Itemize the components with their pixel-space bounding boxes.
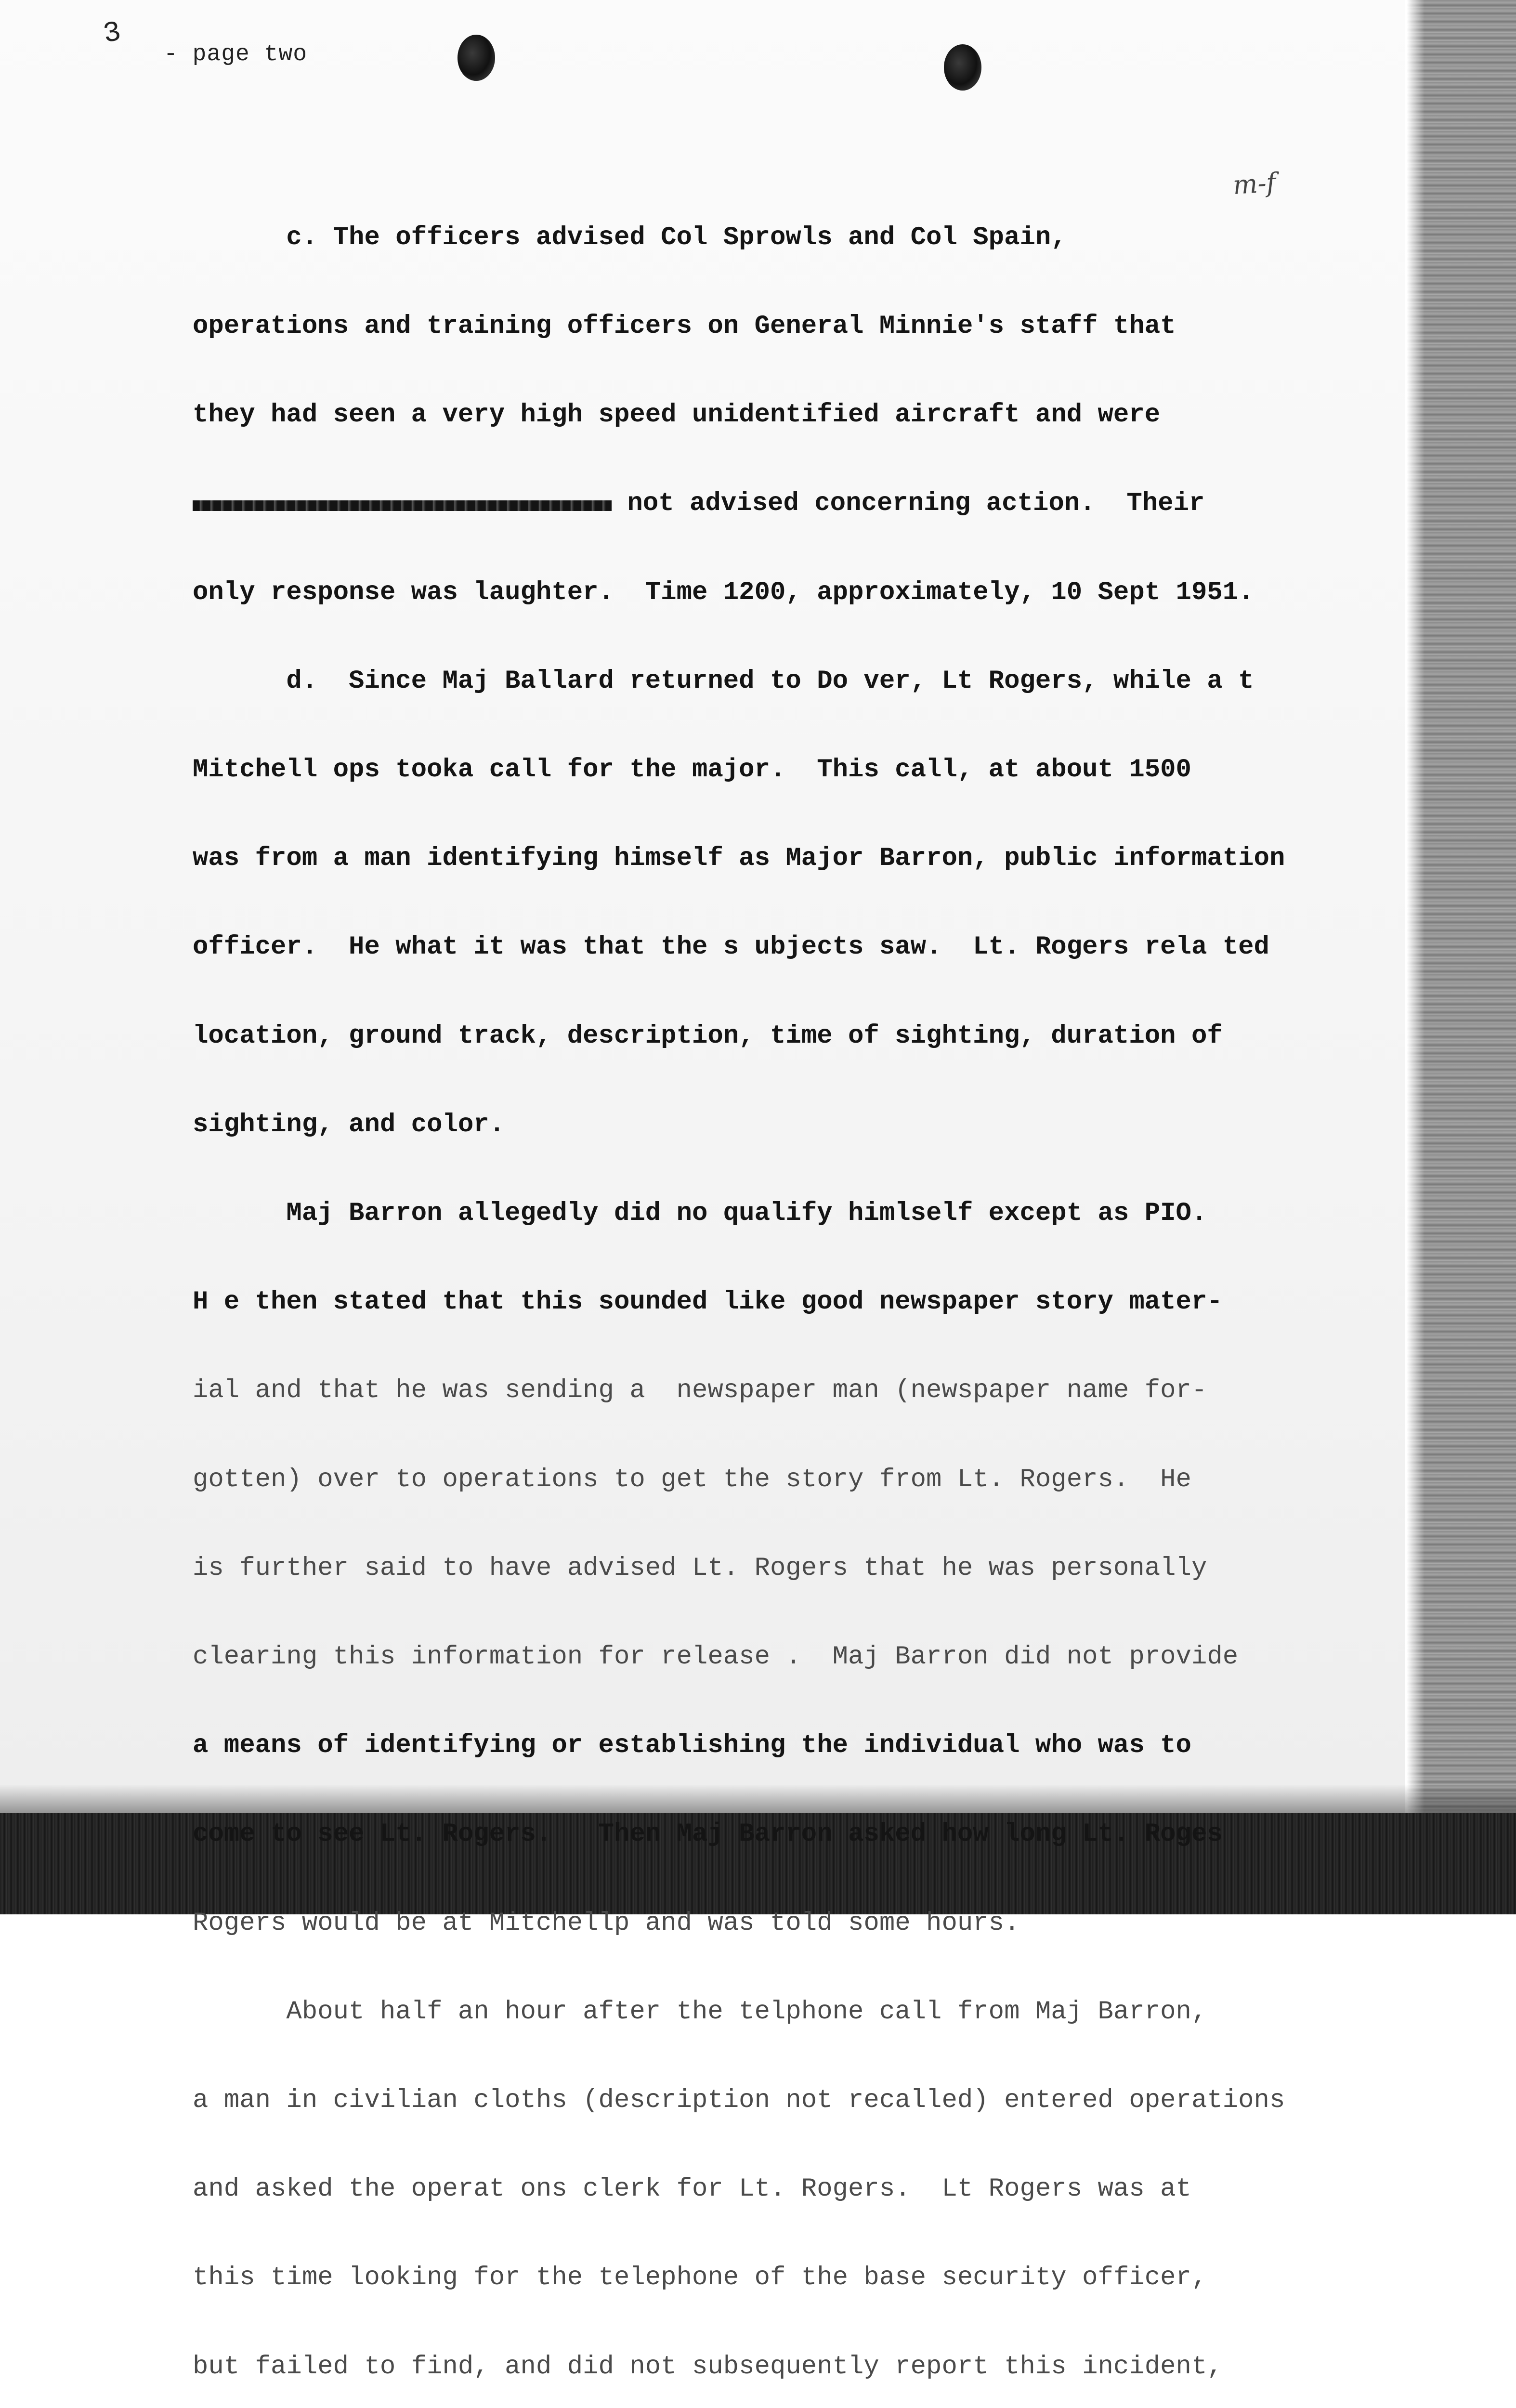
text-line: About half an hour after the telphone call from Maj Barron, — [193, 1997, 1207, 2027]
text-line: H e then stated that this sounded like good newspaper story mater- — [193, 1287, 1223, 1317]
text-line: Rogers would be at Mitchellp and was told some hours. — [193, 1908, 1020, 1938]
text-line: and asked the operat ons clerk for Lt. Rogers. Lt Rogers was at — [193, 2174, 1191, 2204]
punch-hole-right — [944, 44, 981, 91]
text-line: come to see Lt. Rogers. Then Maj Barron asked how long Lt. Roges — [193, 1819, 1223, 1849]
text-line-struck — [193, 489, 1295, 518]
text-line: location, ground track, description, time of sighting, duration of — [193, 1021, 1223, 1051]
text-line: d. Since Maj Ballard returned to Do ver, Lt Rogers, while a t — [193, 666, 1254, 696]
text-line: Mitchell ops tooka call for the major. This call, at about 1500 — [193, 755, 1191, 785]
text-line: gotten) over to operations to get the story from Lt. Rogers. He — [193, 1465, 1191, 1494]
text-line: only response was laughter. Time 1200, approximately, 10 Sept 1951. — [193, 577, 1254, 607]
text-line: they had seen a very high speed unidentified aircraft and were — [193, 400, 1161, 430]
text-line: is further said to have advised Lt. Rogers that he was personally — [193, 1553, 1207, 1583]
margin-note: m-f — [1231, 167, 1277, 201]
document-body — [193, 164, 1295, 2408]
text-line: sighting, and color. — [193, 1110, 505, 1139]
scan-edge-shadow — [1405, 0, 1516, 1914]
text-line: a means of identifying or establishing the individual who was to — [193, 1731, 1191, 1761]
corner-mark: 3 — [101, 16, 124, 52]
text-line: Maj Barron allegedly did no qualify himlself except as PIO. — [193, 1199, 1207, 1229]
text-line: this time looking for the telephone of the base security officer, — [193, 2263, 1207, 2293]
punch-hole-left — [457, 35, 495, 81]
text-line: a man in civilian cloths (description not recalled) entered operations — [193, 2086, 1285, 2116]
text-line: officer. He what it was that the s ubjects saw. Lt. Rogers rela ted — [193, 932, 1269, 962]
text-line: clearing this information for release . Maj Barron did not provide — [193, 1642, 1239, 1672]
text-line: but failed to find, and did not subsequently report this incident, — [193, 2352, 1223, 2382]
text-line: was from a man identifying himself as Major Barron, public information — [193, 844, 1285, 874]
text-line-remainder: not advised concerning action. Their — [612, 489, 1205, 519]
text-line: ial and that he was sending a newspaper man (newspaper name for- — [193, 1376, 1207, 1406]
page-label: - page two — [164, 41, 308, 67]
struck-out-text — [193, 491, 612, 515]
text-line: c. The officers advised Col Sprowls and Col Spain, — [193, 222, 1067, 252]
text-line: operations and training officers on General Minnie's staff that — [193, 312, 1176, 341]
